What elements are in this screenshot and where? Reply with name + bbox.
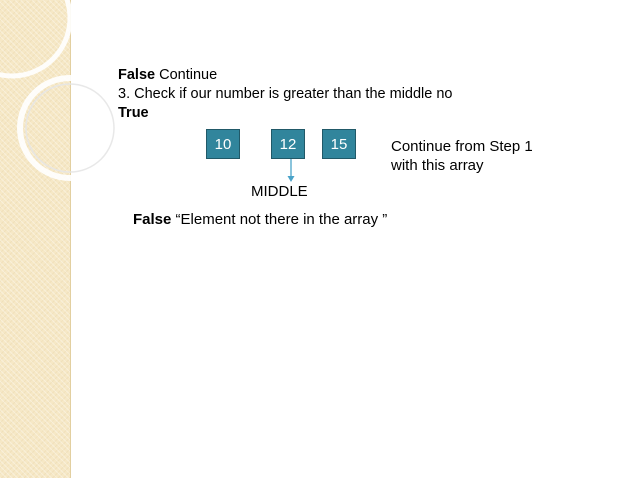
false-continue-line [118,66,217,84]
false-keyword: False [118,67,156,83]
not-found-message: “Element not there in the array ” [171,211,388,228]
false-keyword-2: False [133,211,172,228]
middle-label: MIDDLE [251,183,308,200]
continue-note [391,137,533,175]
array-box-3: 15 [322,129,356,159]
array-box-2-middle: 12 [271,129,305,159]
continue-note-line-2: with this array [391,157,484,174]
step-3-line: 3. Check if our number is greater than the middle no [118,86,453,102]
continue-text: Continue [155,67,218,83]
continue-note-line-1: Continue from Step 1 [391,138,533,155]
true-keyword: True [118,105,149,121]
array-box-1: 10 [206,129,240,159]
decorative-arcs [0,0,130,478]
middle-arrow-icon [287,159,295,183]
true-line [118,104,149,122]
element-not-found-line [133,211,387,229]
